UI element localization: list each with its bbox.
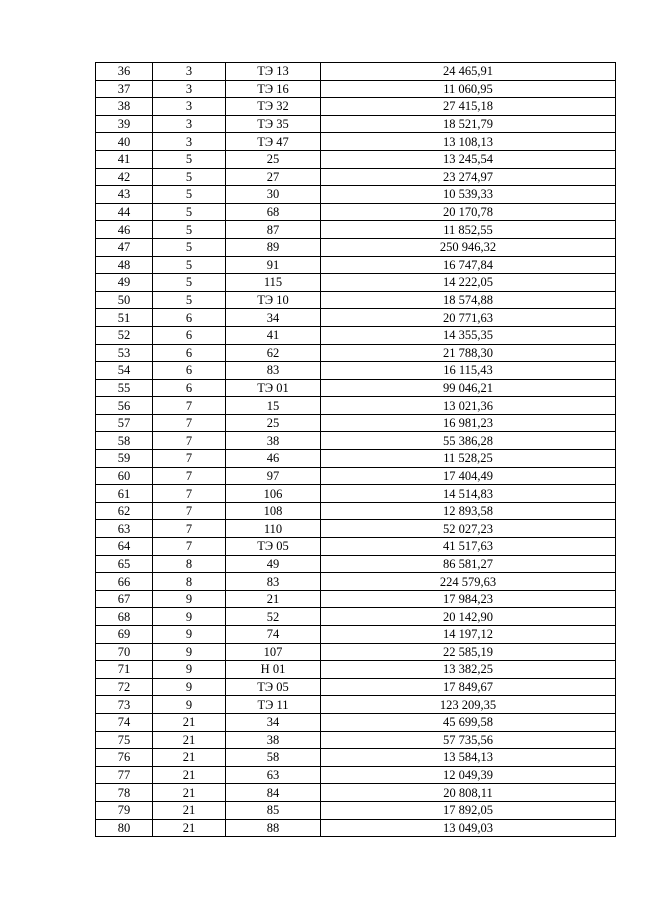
group-cell: 7 xyxy=(153,432,226,450)
amount-cell: 13 021,36 xyxy=(321,397,616,415)
code-cell: ТЭ 05 xyxy=(226,538,321,556)
code-cell: 15 xyxy=(226,397,321,415)
code-cell: 27 xyxy=(226,168,321,186)
amount-cell: 14 222,05 xyxy=(321,274,616,292)
code-cell: 115 xyxy=(226,274,321,292)
amount-cell: 12 049,39 xyxy=(321,766,616,784)
amount-cell: 12 893,58 xyxy=(321,502,616,520)
row-number-cell: 43 xyxy=(96,186,153,204)
group-cell: 3 xyxy=(153,63,226,81)
code-cell: 49 xyxy=(226,555,321,573)
row-number-cell: 41 xyxy=(96,150,153,168)
amount-cell: 21 788,30 xyxy=(321,344,616,362)
code-cell: 88 xyxy=(226,819,321,837)
amount-cell: 11 852,55 xyxy=(321,221,616,239)
row-number-cell: 46 xyxy=(96,221,153,239)
code-cell: 106 xyxy=(226,485,321,503)
group-cell: 5 xyxy=(153,256,226,274)
table-row xyxy=(96,63,616,81)
code-cell: 83 xyxy=(226,362,321,380)
group-cell: 7 xyxy=(153,467,226,485)
amount-cell: 13 382,25 xyxy=(321,661,616,679)
table-row xyxy=(96,203,616,221)
code-cell: 25 xyxy=(226,150,321,168)
amount-cell: 20 771,63 xyxy=(321,309,616,327)
table-row xyxy=(96,150,616,168)
amount-cell: 23 274,97 xyxy=(321,168,616,186)
table-row xyxy=(96,819,616,837)
code-cell: ТЭ 11 xyxy=(226,696,321,714)
code-cell: ТЭ 35 xyxy=(226,115,321,133)
row-number-cell: 66 xyxy=(96,573,153,591)
row-number-cell: 77 xyxy=(96,766,153,784)
amount-cell: 13 584,13 xyxy=(321,749,616,767)
code-cell: 58 xyxy=(226,749,321,767)
code-cell: 34 xyxy=(226,713,321,731)
row-number-cell: 62 xyxy=(96,502,153,520)
amount-cell: 22 585,19 xyxy=(321,643,616,661)
table-row xyxy=(96,749,616,767)
group-cell: 6 xyxy=(153,344,226,362)
table-row xyxy=(96,168,616,186)
group-cell: 9 xyxy=(153,608,226,626)
table-row xyxy=(96,485,616,503)
row-number-cell: 51 xyxy=(96,309,153,327)
row-number-cell: 57 xyxy=(96,414,153,432)
code-cell: 91 xyxy=(226,256,321,274)
table-row xyxy=(96,502,616,520)
row-number-cell: 71 xyxy=(96,661,153,679)
group-cell: 7 xyxy=(153,538,226,556)
code-cell: ТЭ 16 xyxy=(226,80,321,98)
table-row xyxy=(96,291,616,309)
table-row xyxy=(96,590,616,608)
row-number-cell: 48 xyxy=(96,256,153,274)
table-row xyxy=(96,731,616,749)
row-number-cell: 70 xyxy=(96,643,153,661)
table-row xyxy=(96,432,616,450)
code-cell: ТЭ 32 xyxy=(226,98,321,116)
amount-cell: 24 465,91 xyxy=(321,63,616,81)
table-row xyxy=(96,414,616,432)
table-row xyxy=(96,362,616,380)
row-number-cell: 47 xyxy=(96,238,153,256)
amount-cell: 20 808,11 xyxy=(321,784,616,802)
table-row xyxy=(96,98,616,116)
table-row xyxy=(96,608,616,626)
amount-cell: 123 209,35 xyxy=(321,696,616,714)
amount-cell: 16 747,84 xyxy=(321,256,616,274)
table-row xyxy=(96,467,616,485)
group-cell: 3 xyxy=(153,133,226,151)
group-cell: 5 xyxy=(153,238,226,256)
group-cell: 5 xyxy=(153,150,226,168)
row-number-cell: 69 xyxy=(96,626,153,644)
table-row xyxy=(96,115,616,133)
group-cell: 3 xyxy=(153,115,226,133)
group-cell: 21 xyxy=(153,784,226,802)
code-cell: 85 xyxy=(226,801,321,819)
amount-cell: 99 046,21 xyxy=(321,379,616,397)
row-number-cell: 65 xyxy=(96,555,153,573)
amount-cell: 10 539,33 xyxy=(321,186,616,204)
group-cell: 6 xyxy=(153,379,226,397)
table-row xyxy=(96,344,616,362)
group-cell: 9 xyxy=(153,661,226,679)
code-cell: 74 xyxy=(226,626,321,644)
data-table xyxy=(95,62,616,837)
group-cell: 9 xyxy=(153,643,226,661)
table-row xyxy=(96,643,616,661)
amount-cell: 13 245,54 xyxy=(321,150,616,168)
code-cell: 21 xyxy=(226,590,321,608)
code-cell: 38 xyxy=(226,731,321,749)
group-cell: 5 xyxy=(153,221,226,239)
row-number-cell: 55 xyxy=(96,379,153,397)
group-cell: 9 xyxy=(153,678,226,696)
table-row xyxy=(96,766,616,784)
group-cell: 21 xyxy=(153,749,226,767)
group-cell: 5 xyxy=(153,291,226,309)
code-cell: 89 xyxy=(226,238,321,256)
row-number-cell: 73 xyxy=(96,696,153,714)
group-cell: 3 xyxy=(153,80,226,98)
group-cell: 21 xyxy=(153,801,226,819)
code-cell: 34 xyxy=(226,309,321,327)
code-cell: 41 xyxy=(226,326,321,344)
row-number-cell: 42 xyxy=(96,168,153,186)
row-number-cell: 49 xyxy=(96,274,153,292)
group-cell: 7 xyxy=(153,414,226,432)
code-cell: 110 xyxy=(226,520,321,538)
group-cell: 6 xyxy=(153,326,226,344)
table-body xyxy=(96,63,616,837)
code-cell: 38 xyxy=(226,432,321,450)
group-cell: 21 xyxy=(153,731,226,749)
table-row xyxy=(96,520,616,538)
code-cell: 63 xyxy=(226,766,321,784)
row-number-cell: 75 xyxy=(96,731,153,749)
code-cell: Н 01 xyxy=(226,661,321,679)
amount-cell: 45 699,58 xyxy=(321,713,616,731)
table-row xyxy=(96,696,616,714)
group-cell: 7 xyxy=(153,397,226,415)
code-cell: 25 xyxy=(226,414,321,432)
code-cell: 62 xyxy=(226,344,321,362)
code-cell: 83 xyxy=(226,573,321,591)
amount-cell: 17 849,67 xyxy=(321,678,616,696)
row-number-cell: 68 xyxy=(96,608,153,626)
amount-cell: 41 517,63 xyxy=(321,538,616,556)
table-row xyxy=(96,326,616,344)
table-row xyxy=(96,538,616,556)
amount-cell: 14 355,35 xyxy=(321,326,616,344)
table-row xyxy=(96,784,616,802)
table-row xyxy=(96,274,616,292)
table-row xyxy=(96,379,616,397)
amount-cell: 20 142,90 xyxy=(321,608,616,626)
row-number-cell: 38 xyxy=(96,98,153,116)
group-cell: 9 xyxy=(153,696,226,714)
row-number-cell: 54 xyxy=(96,362,153,380)
amount-cell: 13 108,13 xyxy=(321,133,616,151)
amount-cell: 11 528,25 xyxy=(321,450,616,468)
group-cell: 7 xyxy=(153,520,226,538)
amount-cell: 250 946,32 xyxy=(321,238,616,256)
table-row xyxy=(96,133,616,151)
code-cell: 30 xyxy=(226,186,321,204)
amount-cell: 52 027,23 xyxy=(321,520,616,538)
amount-cell: 14 197,12 xyxy=(321,626,616,644)
group-cell: 21 xyxy=(153,713,226,731)
amount-cell: 20 170,78 xyxy=(321,203,616,221)
amount-cell: 57 735,56 xyxy=(321,731,616,749)
row-number-cell: 50 xyxy=(96,291,153,309)
amount-cell: 55 386,28 xyxy=(321,432,616,450)
code-cell: 87 xyxy=(226,221,321,239)
group-cell: 5 xyxy=(153,168,226,186)
row-number-cell: 40 xyxy=(96,133,153,151)
code-cell: 97 xyxy=(226,467,321,485)
row-number-cell: 63 xyxy=(96,520,153,538)
table-row xyxy=(96,713,616,731)
amount-cell: 16 981,23 xyxy=(321,414,616,432)
code-cell: ТЭ 05 xyxy=(226,678,321,696)
code-cell: ТЭ 01 xyxy=(226,379,321,397)
table-row xyxy=(96,555,616,573)
table-row xyxy=(96,450,616,468)
table-row xyxy=(96,573,616,591)
row-number-cell: 76 xyxy=(96,749,153,767)
group-cell: 6 xyxy=(153,362,226,380)
code-cell: 52 xyxy=(226,608,321,626)
row-number-cell: 52 xyxy=(96,326,153,344)
group-cell: 9 xyxy=(153,626,226,644)
amount-cell: 224 579,63 xyxy=(321,573,616,591)
code-cell: 68 xyxy=(226,203,321,221)
table-row xyxy=(96,221,616,239)
table-row xyxy=(96,238,616,256)
row-number-cell: 60 xyxy=(96,467,153,485)
row-number-cell: 39 xyxy=(96,115,153,133)
group-cell: 9 xyxy=(153,590,226,608)
group-cell: 21 xyxy=(153,766,226,784)
group-cell: 8 xyxy=(153,573,226,591)
group-cell: 7 xyxy=(153,502,226,520)
code-cell: ТЭ 13 xyxy=(226,63,321,81)
group-cell: 5 xyxy=(153,203,226,221)
amount-cell: 14 514,83 xyxy=(321,485,616,503)
code-cell: ТЭ 47 xyxy=(226,133,321,151)
table-row xyxy=(96,661,616,679)
table-row xyxy=(96,397,616,415)
amount-cell: 27 415,18 xyxy=(321,98,616,116)
group-cell: 5 xyxy=(153,186,226,204)
table-row xyxy=(96,801,616,819)
row-number-cell: 56 xyxy=(96,397,153,415)
row-number-cell: 79 xyxy=(96,801,153,819)
table-row xyxy=(96,80,616,98)
amount-cell: 18 574,88 xyxy=(321,291,616,309)
amount-cell: 11 060,95 xyxy=(321,80,616,98)
amount-cell: 18 521,79 xyxy=(321,115,616,133)
row-number-cell: 61 xyxy=(96,485,153,503)
row-number-cell: 72 xyxy=(96,678,153,696)
group-cell: 21 xyxy=(153,819,226,837)
row-number-cell: 78 xyxy=(96,784,153,802)
table-row xyxy=(96,186,616,204)
amount-cell: 17 984,23 xyxy=(321,590,616,608)
row-number-cell: 36 xyxy=(96,63,153,81)
amount-cell: 86 581,27 xyxy=(321,555,616,573)
row-number-cell: 67 xyxy=(96,590,153,608)
row-number-cell: 59 xyxy=(96,450,153,468)
code-cell: ТЭ 10 xyxy=(226,291,321,309)
group-cell: 7 xyxy=(153,450,226,468)
amount-cell: 17 404,49 xyxy=(321,467,616,485)
amount-cell: 16 115,43 xyxy=(321,362,616,380)
row-number-cell: 64 xyxy=(96,538,153,556)
group-cell: 8 xyxy=(153,555,226,573)
code-cell: 46 xyxy=(226,450,321,468)
amount-cell: 17 892,05 xyxy=(321,801,616,819)
table-row xyxy=(96,309,616,327)
row-number-cell: 53 xyxy=(96,344,153,362)
table-row xyxy=(96,678,616,696)
code-cell: 107 xyxy=(226,643,321,661)
row-number-cell: 37 xyxy=(96,80,153,98)
table-row xyxy=(96,626,616,644)
group-cell: 3 xyxy=(153,98,226,116)
amount-cell: 13 049,03 xyxy=(321,819,616,837)
group-cell: 5 xyxy=(153,274,226,292)
code-cell: 108 xyxy=(226,502,321,520)
group-cell: 7 xyxy=(153,485,226,503)
row-number-cell: 58 xyxy=(96,432,153,450)
row-number-cell: 80 xyxy=(96,819,153,837)
table-row xyxy=(96,256,616,274)
row-number-cell: 74 xyxy=(96,713,153,731)
group-cell: 6 xyxy=(153,309,226,327)
row-number-cell: 44 xyxy=(96,203,153,221)
code-cell: 84 xyxy=(226,784,321,802)
